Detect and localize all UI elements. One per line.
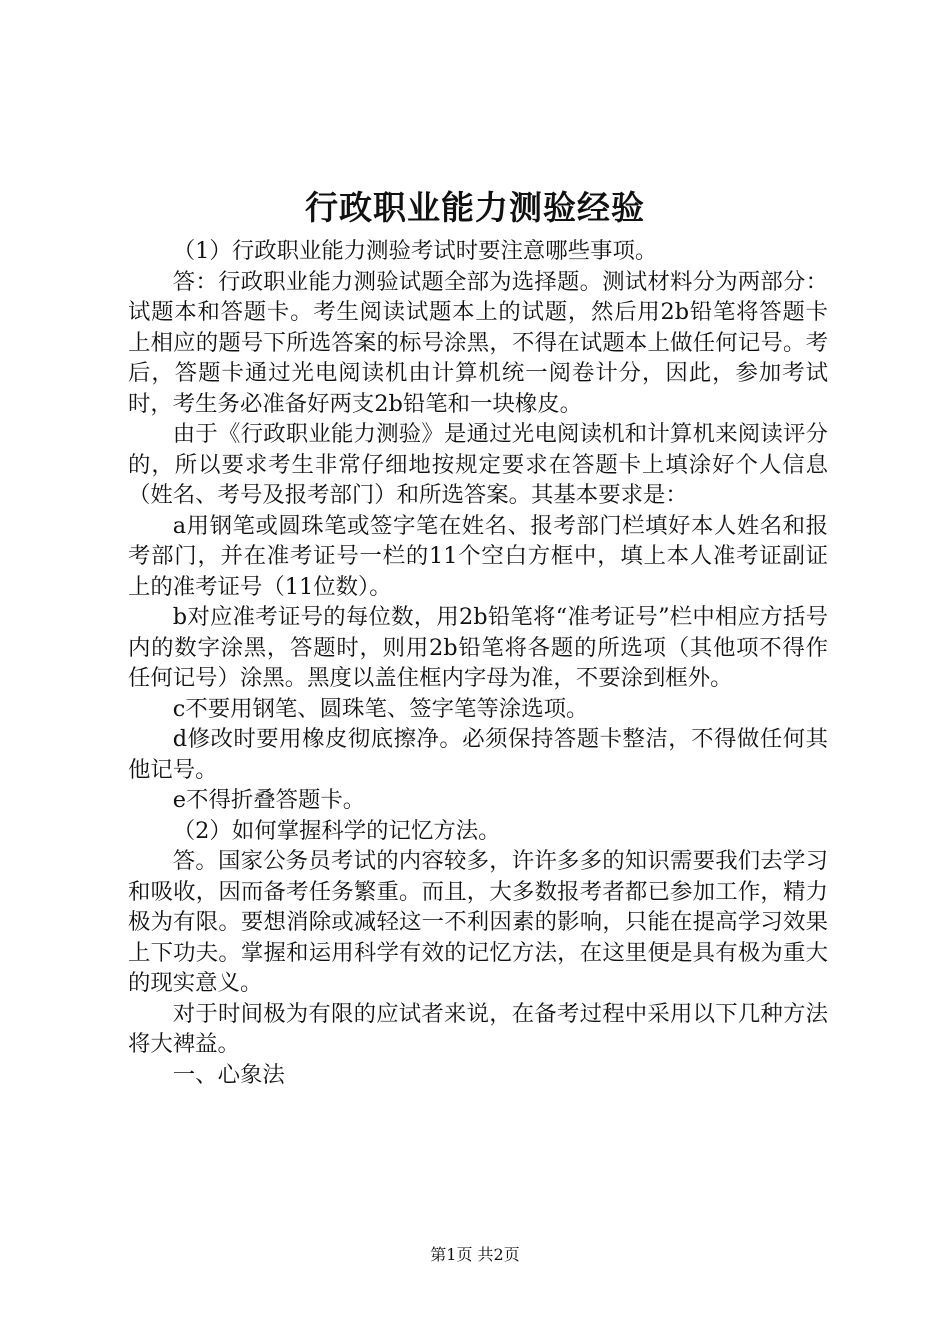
paragraph-item-b: b对应准考证号的每位数，用2b铅笔将“准考证号”栏中相应方括号内的数字涂黑，答题时，则用2b铅笔将各题的所选项（其他项不得作任何记号）涂黑。黑度以盖住框内字母为准，不要涂到框外。 xyxy=(128,604,828,691)
paragraph-question-1: （1）行政职业能力测验考试时要注意哪些事项。 xyxy=(172,238,658,264)
paragraph-method-heading: 一、心象法 xyxy=(172,1061,285,1088)
document-body xyxy=(128,236,828,1090)
document-title: 行政职业能力测验经验 xyxy=(305,188,645,227)
page-number-footer: 第1页 共2页 xyxy=(430,1245,520,1264)
paragraph-answer-1: 答：行政职业能力测验试题全部为选择题。测试材料分为两部分：试题本和答题卡。考生阅读试题本上的试题，然后用2b铅笔将答题卡上相应的题号下所选答案的标号涂黑，不得在试题本上做任何记号。考后，答题卡通过光电阅读机由计算机统一阅卷计分，因此，参加考试时，考生务必准备好两支2b铅笔和一块橡皮。 xyxy=(128,268,828,417)
paragraph-item-d: d修改时要用橡皮彻底擦净。必须保持答题卡整洁，不得做任何其他记号。 xyxy=(128,726,828,783)
paragraph-item-a: a用钢笔或圆珠笔或签字笔在姓名、报考部门栏填好本人姓名和报考部门，并在准考证号一栏的11个空白方框中，填上本人准考证副证上的准考证号（11位数）。 xyxy=(128,512,828,600)
paragraph-item-c: c不要用钢笔、圆珠笔、签字笔等涂选项。 xyxy=(172,695,589,722)
paragraph-item-e: e不得折叠答题卡。 xyxy=(172,787,366,813)
paragraph-answer-2: 答。国家公务员考试的内容较多，许许多多的知识需要我们去学习和吸收，因而备考任务繁重。而且，大多数报考者都已参加工作，精力极为有限。要想消除或减轻这一不利因素的影响，只能在提高学习效果上下功夫。掌握和运用科学有效的记忆方法，在这里便是具有极为重大的现实意义。 xyxy=(128,848,828,996)
paragraph-question-2: （2）如何掌握科学的记忆方法。 xyxy=(172,817,501,844)
paragraph-methods-intro: 对于时间极为有限的应试者来说，在备考过程中采用以下几种方法将大裨益。 xyxy=(128,1000,828,1057)
paragraph-requirements-intro: 由于《行政职业能力测验》是通过光电阅读机和计算机来阅读评分的，所以要求考生非常仔细地按规定要求在答题卡上填涂好个人信息（姓名、考号及报考部门）和所选答案。其基本要求是： xyxy=(128,421,828,508)
